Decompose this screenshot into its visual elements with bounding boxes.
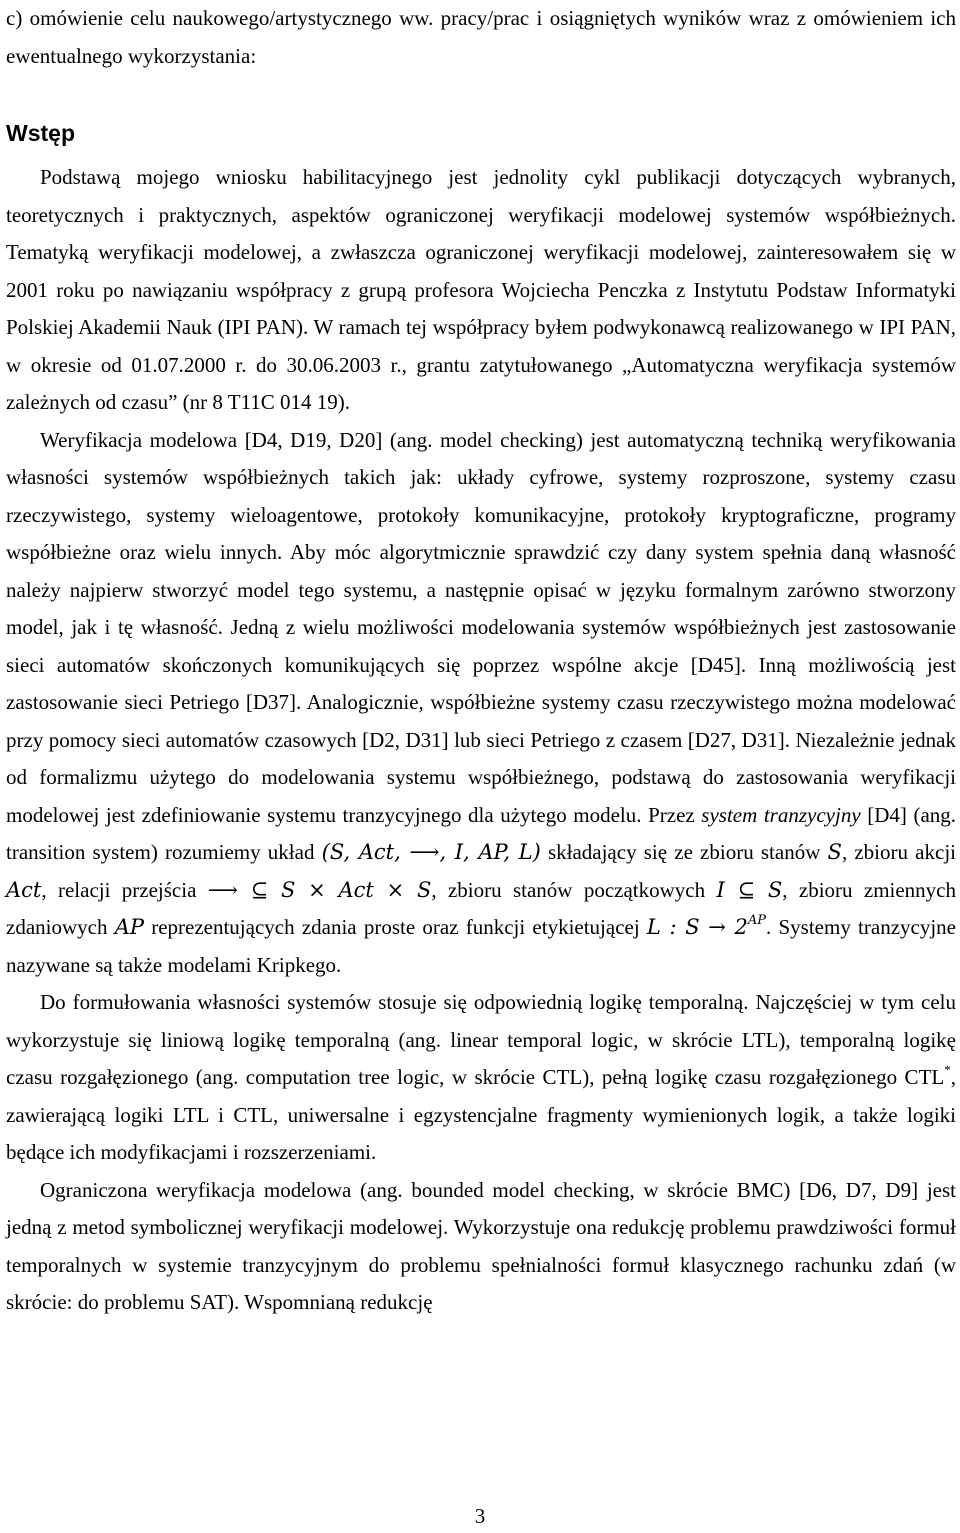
paragraph-2-text-e: , relacji przejścia <box>41 877 197 902</box>
paragraph-3-text-b: , zawierającą logiki LTL i CTL, uniwersalne i egzystencjalne fragmenty wymienionych logik, a także logiki będące ich modyfikacjami i rozszerzeniami. <box>6 1065 956 1164</box>
math-initial: I ⊆ S <box>716 877 783 902</box>
paragraph-2 <box>6 422 956 985</box>
paragraph-2-text-d: , zbioru akcji <box>841 840 956 864</box>
paragraph-2-text-b: [D4] (ang. transition system) rozumiemy układ <box>6 802 957 864</box>
math-relation: ⟶ ⊆ S × Act × S <box>207 877 432 902</box>
paragraph-2-text-a: Weryfikacja modelowa [D4, D19, D20] (ang. model checking) jest automatyczną techniką weryfikowania własności systemów współbieżnych takich jak: układy cyfrowe, systemy rozproszone, systemy czasu rzeczywistego, systemy wieloagentowe, protokoły komunikacyjne, protokoły kryptograficzne, programy współbieżne oraz wielu innych. Aby móc algorytmicznie sprawdzić czy dany system spełnia daną własność należy najpierw stworzyć model tego systemu, a następnie opisać w języku formalnym zarówno stworzony model, jak i tę własność. Jedną z wielu możliwości modelowania systemów współbieżnych jest zastosowanie sieci automatów skończonych komunikujących się poprzez wspólne akcje [D45]. Inną możliwością jest zastosowanie sieci Petriego [D37]. Analogicznie, współbieżne systemy czasu rzeczywistego można modelować przy pomocy sieci automatów czasowych [D2, D31] lub sieci Petriego z czasem [D27, D31]. Niezależnie jednak od formalizmu użytego do modelowania systemu współbieżnego, podstawą do zastosowania weryfikacji modelowej jest zdefiniowanie systemu tranzycyjnego dla użytego modelu. Przez <box>6 427 956 827</box>
term-system-tranzycyjny: system tranzycyjny <box>701 802 861 827</box>
intro-text: c) omówienie celu naukowego/artystycznego ww. pracy/prac i osiągniętych wyników wraz z omówieniem ich ewentualnego wykorzystania: <box>6 6 956 68</box>
section-title: Wstęp <box>6 120 75 146</box>
paragraph-1: Podstawą mojego wniosku habilitacyjnego jest jednolity cykl publikacji dotyczących wybranych, teoretycznych i praktycznych, aspektów ograniczonej weryfikacji modelowej systemów współbieżnych. Tematyką weryfikacji modelowej, a zwłaszcza ograniczonej weryfikacji modelowej, zainteresowałem się w 2001 roku po nawiązaniu współpracy z grupą profesora Wojciecha Penczka z Instytutu Podstaw Informatyki Polskiej Akademii Nauk (IPI PAN). W ramach tej współpracy byłem podwykonawcą realizowanego w IPI PAN, w okresie od 01.07.2000 r. do 30.06.2003 r., grantu zatytułowanego „Automatyczna weryfikacja systemów zależnych od czasu” (nr 8 T11C 014 19). <box>6 165 956 414</box>
math-actions: Act <box>6 877 42 902</box>
paragraph-4: Ograniczona weryfikacja modelowa (ang. bounded model checking, w skrócie BMC) [D6, D7, D9] jest jedną z metod symbolicznej weryfikacji modelowej. Wykorzystuje ona redukcję problemu prawdziwości formuł temporalnych w systemie tranzycyjnym do problemu spełnialności formuł klasycznego rachunku zdań (w skrócie: do problemu SAT). Wspomnianą redukcję <box>6 1177 956 1314</box>
paragraph-2-text-h: reprezentujących zdania proste oraz funkcji etykietującej <box>151 915 640 939</box>
math-label-function <box>647 915 766 939</box>
paragraph-2-text-c: składający się ze zbioru stanów <box>547 840 821 864</box>
page-number: 3 <box>474 1504 486 1528</box>
math-ap: AP <box>114 915 144 939</box>
paragraph-2-text-f: , zbioru stanów początkowych <box>431 877 706 902</box>
ctl-star-superscript: * <box>944 1062 951 1078</box>
paragraph-3-text-a: Do formułowania własności systemów stosuje się odpowiednią logikę temporalną. Najczęściej w tym celu wykorzystuje się liniową logikę temporalną (ang. linear temporal logic, w skrócie LTL), temporalną logikę czasu rozgałęzionego (ang. computation tree logic, w skrócie CTL), pełną logikę czasu rozgałęzionego CTL <box>6 990 956 1089</box>
document-page <box>6 0 956 1322</box>
paragraph-2-text-i: . Systemy tranzycyjne nazywane są także modelami Kripkego. <box>6 915 956 977</box>
math-label-base: L : S → 2 <box>646 915 748 939</box>
math-label-exponent: AP <box>747 913 767 929</box>
math-tuple: (S, Act, ⟶, I, AP, L) <box>321 840 541 864</box>
paragraph-3 <box>6 984 956 1172</box>
math-states: S <box>827 840 842 864</box>
paragraph-2-text-g: , zbioru zmiennych zdaniowych <box>6 877 956 939</box>
